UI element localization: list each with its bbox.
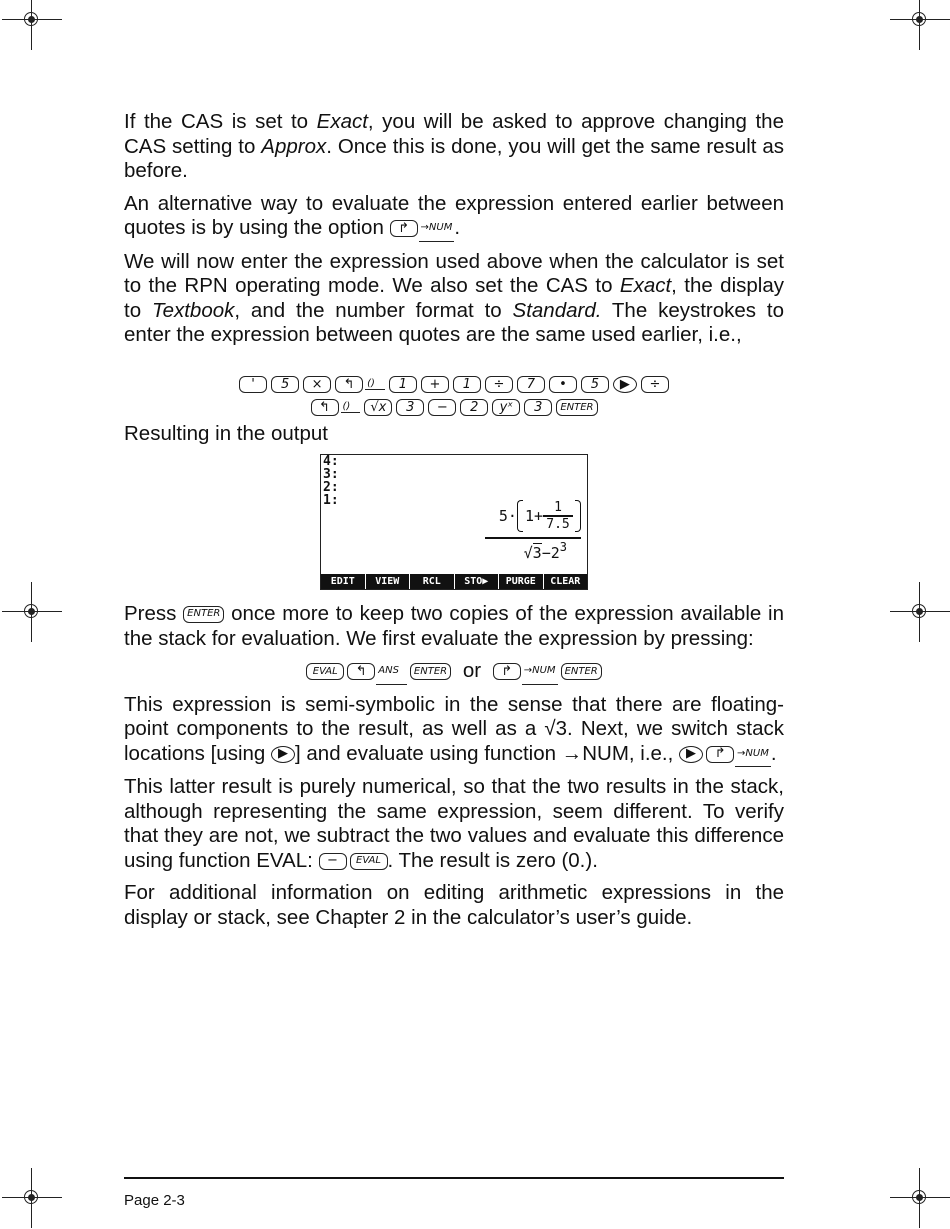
right-shift-key: ↱ [493, 663, 521, 680]
den-rest: −2 [541, 544, 560, 562]
expr-prefix: 5· [498, 507, 517, 525]
softkey-purge[interactable]: PURGE [499, 574, 544, 589]
calculator-screen [320, 454, 588, 590]
paragraph-numerical [124, 775, 784, 873]
page-number: Page 2-3 [124, 1192, 185, 1209]
expr-inner: 1+ [524, 507, 543, 525]
stack-level-1: 1: [323, 493, 339, 508]
text: This expression is semi-symbolic in the sense that there are floating-point components to the result, as well as a √3. Next, we switch stack locations [using [124, 692, 784, 765]
decimal-key: • [549, 376, 577, 393]
right-shift-key: ↱ [390, 220, 418, 237]
one-key: 1 [453, 376, 481, 393]
text: Press [124, 602, 177, 625]
bracket-left [517, 500, 523, 532]
left-shift-key: ↰ [347, 663, 375, 680]
text: We will now enter the expression used above when the calculator is set to the RPN operating mode. We also set the CAS to [124, 249, 784, 297]
multiply-key: × [303, 376, 331, 393]
paragraph-rpn-mode [124, 250, 784, 348]
footer-rule [124, 1177, 784, 1179]
eval-keystrokes [124, 659, 784, 685]
power-key: yˣ [492, 399, 520, 416]
stack-level-4: 4: [323, 454, 339, 469]
three-key: 3 [396, 399, 424, 416]
num-label: →NUM [522, 659, 558, 685]
text: , the display to [124, 274, 784, 322]
emph: Standard. [512, 298, 602, 322]
frac-bottom: 7.5 [546, 516, 570, 532]
plus-key: + [421, 376, 449, 393]
text: An alternative way to evaluate the expression entered earlier between quotes is by using the option [124, 191, 784, 240]
divide-key: ÷ [641, 376, 669, 393]
swap-num-keystroke [679, 742, 771, 768]
den-exponent: 3 [559, 540, 567, 554]
softkey-edit[interactable]: EDIT [321, 574, 366, 589]
num-sequence [493, 659, 602, 685]
text: , you will be asked to approve changing the CAS setting to [124, 110, 784, 158]
registration-mark-mid-right [890, 582, 950, 642]
keystroke-row-1 [124, 376, 784, 393]
sqrt-value: 3 [532, 544, 542, 562]
parens-label: () [365, 378, 385, 390]
or-word: or [462, 659, 482, 683]
eval-key: EVAL [306, 663, 344, 680]
text: ] and evaluate using function →NUM, i.e., [295, 741, 674, 765]
eval-sequence [306, 659, 451, 685]
emph: Exact [619, 274, 672, 297]
right-arrow-key: ▶ [679, 746, 703, 763]
enter-key: ENTER [556, 399, 597, 416]
registration-mark-bottom-right [890, 1168, 950, 1228]
denominator [523, 540, 567, 562]
five-key: 5 [271, 376, 299, 393]
two-key: 2 [460, 399, 488, 416]
paragraph-press-enter [124, 602, 784, 651]
ans-label: ANS [376, 659, 407, 685]
seven-key: 7 [517, 376, 545, 393]
text: If the CAS is set to [124, 110, 317, 133]
three-key: 3 [524, 399, 552, 416]
softkey-sto[interactable]: STO▶ [455, 574, 500, 589]
enter-key: ENTER [410, 663, 451, 680]
parens-label: () [341, 401, 361, 413]
registration-mark-bottom-left [2, 1168, 62, 1228]
paragraph-cas-exact [124, 110, 784, 184]
inner-fraction [543, 501, 573, 531]
left-shift-key: ↰ [311, 399, 339, 416]
text: once more to keep two copies of the expression available in the stack for evaluation. We first evaluate the expression by pressing: [124, 602, 784, 650]
emph: Exact [316, 110, 368, 133]
resulting-text: Resulting in the output [124, 421, 328, 445]
stack-level-3: 3: [323, 467, 339, 482]
five-key: 5 [581, 376, 609, 393]
eval-key: EVAL [350, 853, 388, 870]
minus-key: − [428, 399, 456, 416]
text: This latter result is purely numerical, so that the two results in the stack, although representing the same expression, seem different. To verify that they are not, we subtract the two values and evaluate this difference using function EVAL: [124, 775, 784, 872]
paragraph-semi-symbolic: This expression is semi-symbolic in the sense that there are floating-point components to the result, as well as a √3. Next, we switch stack locations [using ▶ ] and evaluate using function →NUM, i.e., ▶ ↱ →NUM . [124, 693, 784, 768]
text: , and the number format to [234, 298, 513, 322]
keystroke-row-2 [124, 399, 784, 416]
registration-mark-top-right [890, 0, 950, 50]
softkey-clear[interactable]: CLEAR [550, 576, 581, 587]
softkey-view[interactable]: VIEW [366, 574, 411, 589]
main-fraction-line [485, 537, 581, 539]
enter-key: ENTER [183, 606, 224, 623]
subtract-eval-keystroke [319, 853, 388, 870]
one-key: 1 [389, 376, 417, 393]
enter-key: ENTER [561, 663, 602, 680]
divide-key: ÷ [485, 376, 513, 393]
textbook-expression [483, 497, 583, 573]
minus-key: − [319, 853, 347, 870]
num-label: →NUM [419, 216, 455, 242]
frac-top: 1 [554, 500, 562, 516]
paragraph-alternative: An alternative way to evaluate the expression entered earlier between quotes is by using the option ↱ →NUM . [124, 192, 784, 242]
numerator [499, 499, 581, 533]
left-shift-key: ↰ [335, 376, 363, 393]
emph: Textbook [151, 298, 235, 322]
right-arrow-key: ▶ [271, 746, 295, 763]
num-label: →NUM [735, 742, 771, 768]
emph: Approx [261, 134, 327, 158]
right-arrow-key: ▶ [613, 376, 637, 393]
soft-menu-bar [321, 574, 587, 589]
stack-level-2: 2: [323, 480, 339, 495]
quote-key: ' [239, 376, 267, 393]
num-keystroke [390, 216, 455, 242]
text: The keystrokes to enter the expression between quotes are the same used earlier, i.e., [124, 298, 784, 346]
sqrt-sign: √ [523, 544, 533, 562]
text: . The result is zero (0.). [387, 848, 598, 872]
softkey-rcl[interactable]: RCL [410, 574, 455, 589]
right-shift-key: ↱ [706, 746, 734, 763]
text: . Once this is done, you will get the same result as before. [124, 134, 785, 182]
bracket-right [575, 500, 581, 532]
sqrt-key: √x [364, 399, 392, 416]
page-content [124, 110, 784, 938]
paragraph-additional-info: For additional information on editing arithmetic expressions in the display or stack, see Chapter 2 in the calculator’s user’s guide. [124, 881, 784, 929]
registration-mark-mid-left [2, 582, 62, 642]
registration-mark-top-left [2, 0, 62, 50]
